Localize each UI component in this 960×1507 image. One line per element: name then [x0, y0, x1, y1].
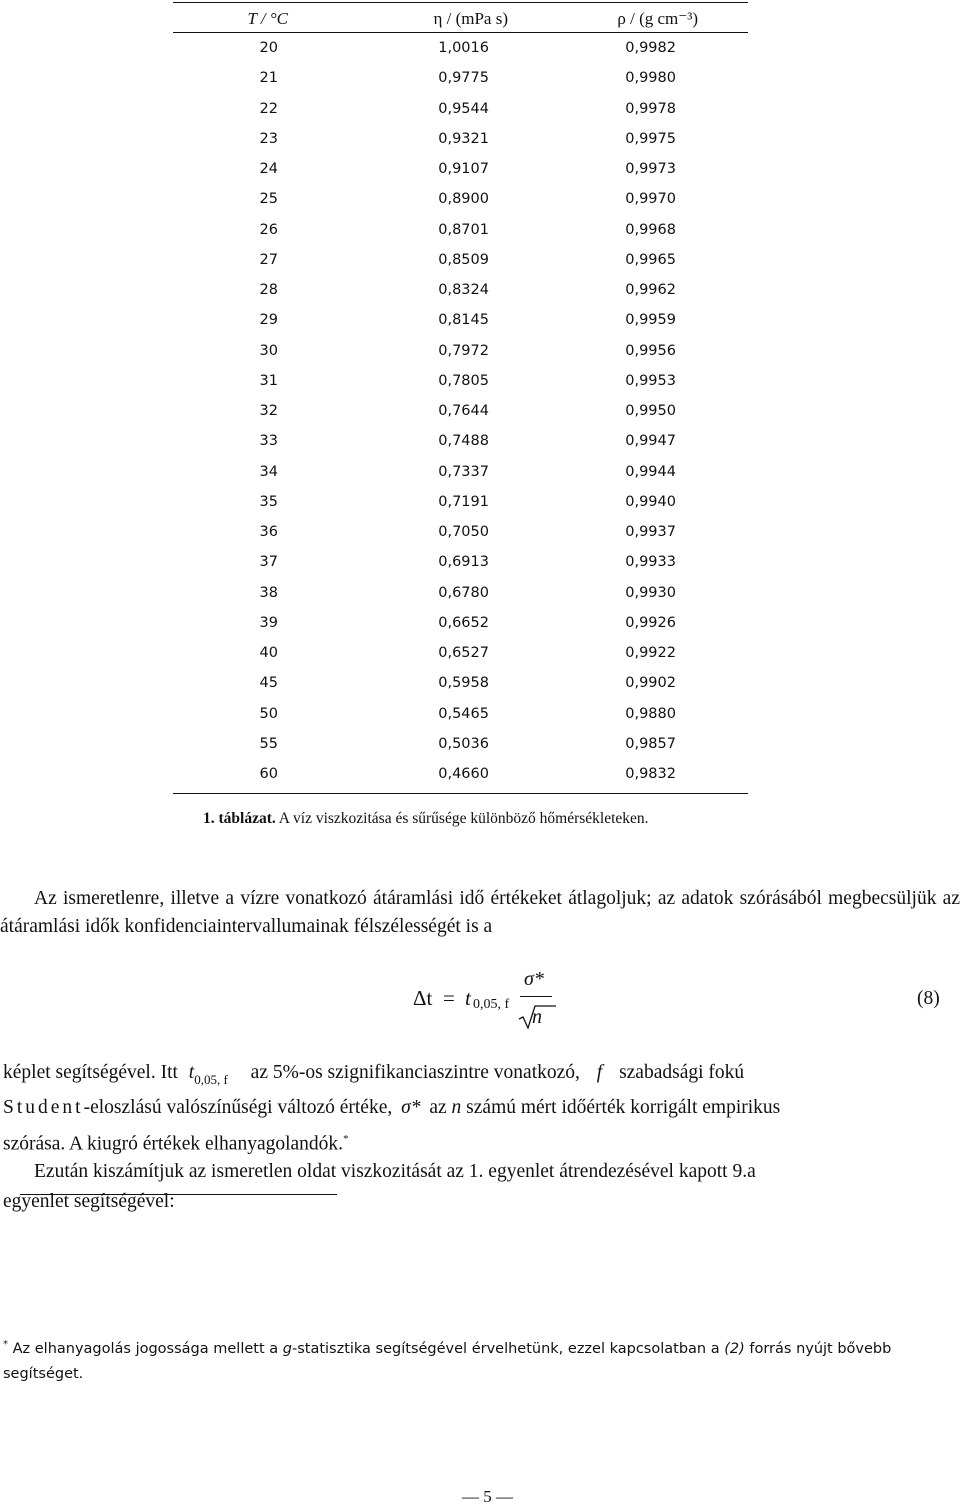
footnote — [3, 1332, 958, 1387]
cell-viscosity: 0,8701 — [438, 221, 489, 238]
footnote-rule — [20, 1194, 337, 1195]
table-bottom-rule — [173, 793, 748, 794]
cell-density: 0,9970 — [625, 191, 676, 208]
cell-density: 0,9880 — [625, 705, 676, 722]
paragraph-intro: Az ismeretlenre, illetve a vízre vonatkozó átáramlási idő értékeket átlagoljuk; az adatok szórásából megbecsüljük az átáramlási idők konfidenciaintervallumainak félszélességét is a — [0, 888, 960, 937]
cell-viscosity: 0,6652 — [438, 614, 489, 631]
paragraph3-line1: Ezután kiszámítjuk az ismeretlen oldat viszkozitását az 1. egyenlet átrendezésével kapott 9.a — [34, 1161, 756, 1182]
cell-density: 0,9930 — [625, 584, 676, 601]
cell-temperature: 28 — [259, 282, 278, 298]
cell-viscosity: 1,0016 — [438, 40, 489, 56]
cell-density: 0,9975 — [625, 130, 676, 147]
cell-viscosity: 0,4660 — [438, 766, 489, 782]
eq-lhs: Δt — [413, 986, 433, 1010]
cell-temperature: 37 — [259, 554, 278, 571]
cell-density: 0,9832 — [625, 766, 676, 782]
caption-text: A víz viszkozitása és sűrűsége különböző hőmérsékleteken. — [278, 810, 649, 827]
cell-temperature: 23 — [259, 130, 278, 147]
cell-viscosity: 0,6780 — [438, 584, 489, 601]
cell-temperature: 40 — [259, 645, 278, 661]
cell-viscosity: 0,7050 — [438, 524, 489, 540]
caption-label: 1. táblázat. — [203, 810, 276, 827]
footnote-part-b: -statisztika segítségével érvelhetünk, ezzel kapcsolatban a — [291, 1340, 720, 1357]
eq-denominator: n — [532, 1006, 542, 1028]
cell-density: 0,9937 — [625, 524, 676, 540]
footnote-part-a: Az elhanyagolás jogossága mellett a — [12, 1340, 279, 1357]
p2-l1-end: szabadsági fokú — [619, 1062, 745, 1083]
cell-density: 0,9902 — [625, 675, 676, 692]
eq-fraction-bar — [520, 996, 552, 997]
p2-l1-start: képlet segítségével. Itt — [3, 1062, 178, 1083]
paragraph2-line3 — [3, 1133, 349, 1156]
cell-density: 0,9978 — [625, 100, 676, 117]
page-number: — 5 — — [462, 1487, 513, 1506]
cell-viscosity: 0,9107 — [438, 161, 489, 177]
cell-density: 0,9973 — [625, 161, 676, 177]
cell-temperature: 24 — [259, 161, 278, 177]
cell-temperature: 25 — [259, 191, 278, 208]
cell-temperature: 36 — [259, 524, 278, 540]
p2-l2-n: n — [451, 1097, 462, 1118]
cell-viscosity: 0,5036 — [438, 735, 489, 752]
cell-density: 0,9982 — [625, 40, 676, 56]
cell-density: 0,9953 — [625, 372, 676, 389]
cell-temperature: 50 — [259, 705, 278, 722]
cell-density: 0,9947 — [625, 433, 676, 450]
footnote-reference: (2) — [724, 1340, 745, 1357]
paragraph2-line2 — [3, 1097, 780, 1119]
cell-density: 0,9922 — [625, 645, 676, 661]
cell-temperature: 26 — [259, 221, 278, 238]
cell-density: 0,9940 — [625, 493, 676, 510]
p2-l1-mid: az 5%-os szignifikanciaszintre vonatkozó, — [250, 1062, 580, 1083]
cell-density: 0,9962 — [625, 282, 676, 298]
cell-density: 0,9950 — [625, 403, 676, 419]
footnote-mark: * — [343, 1133, 349, 1145]
p2-l2-az: az — [429, 1097, 447, 1118]
cell-temperature: 38 — [259, 584, 278, 601]
cell-viscosity: 0,8509 — [438, 251, 489, 268]
cell-temperature: 33 — [259, 433, 278, 450]
cell-temperature: 29 — [259, 312, 278, 329]
cell-temperature: 21 — [259, 70, 278, 87]
cell-temperature: 20 — [259, 40, 278, 56]
eq-t-subscript: 0,05, f — [473, 997, 510, 1012]
cell-temperature: 60 — [259, 766, 278, 782]
p2-l1-sub: 0,05, f — [194, 1072, 228, 1087]
cell-viscosity: 0,9321 — [438, 130, 489, 147]
table-top-rule — [173, 2, 748, 3]
cell-temperature: 35 — [259, 493, 278, 510]
cell-viscosity: 0,8145 — [438, 312, 489, 329]
p2-l2-end: számú mért időérték korrigált empirikus — [466, 1097, 781, 1118]
cell-temperature: 45 — [259, 675, 278, 692]
cell-density: 0,9959 — [625, 312, 676, 329]
p2-l2-sigma: σ* — [401, 1097, 421, 1118]
cell-temperature: 55 — [259, 735, 278, 752]
cell-density: 0,9968 — [625, 221, 676, 238]
cell-viscosity: 0,8900 — [438, 191, 489, 208]
p2-l1-f: f — [596, 1062, 603, 1083]
cell-viscosity: 0,5465 — [438, 705, 489, 722]
page-number-value: 5 — [483, 1487, 492, 1506]
cell-temperature: 22 — [259, 100, 278, 117]
cell-viscosity: 0,7972 — [438, 342, 489, 359]
p2-l3-text: szórása. A kiugró értékek elhanyagolandók. — [3, 1133, 344, 1155]
footnote-line2: segítséget. — [3, 1365, 84, 1382]
cell-density: 0,9980 — [625, 70, 676, 87]
p2-l2-start: -eloszlású valószínűségi változó értéke, — [83, 1097, 393, 1118]
cell-density: 0,9965 — [625, 251, 676, 268]
p2-l1-t: t — [188, 1062, 195, 1083]
cell-temperature: 30 — [259, 342, 278, 359]
paragraph3-line2: egyenlet segítségével: — [3, 1191, 175, 1212]
cell-density: 0,9926 — [625, 614, 676, 631]
table-caption — [203, 810, 649, 828]
cell-viscosity: 0,7488 — [438, 433, 489, 450]
cell-viscosity: 0,6527 — [438, 645, 489, 661]
cell-viscosity: 0,7644 — [438, 403, 489, 419]
cell-viscosity: 0,6913 — [438, 554, 489, 571]
cell-viscosity: 0,9544 — [438, 100, 489, 117]
table-header-rule — [173, 32, 748, 33]
cell-temperature: 39 — [259, 614, 278, 631]
eq-equals: = — [443, 986, 455, 1010]
cell-density: 0,9933 — [625, 554, 676, 571]
cell-density: 0,9944 — [625, 463, 676, 480]
cell-temperature: 34 — [259, 463, 278, 480]
header-temperature: T / °C — [247, 9, 288, 28]
cell-viscosity: 0,7805 — [438, 372, 489, 389]
equation-number: (8) — [917, 988, 940, 1009]
cell-temperature: 27 — [259, 251, 278, 268]
footnote-part-c: forrás nyújt bővebb — [749, 1340, 892, 1357]
eq-t: t — [465, 986, 471, 1010]
footnote-marker: * — [3, 1339, 8, 1350]
header-density: ρ / (g cm⁻³) — [617, 9, 698, 28]
cell-viscosity: 0,8324 — [438, 282, 489, 298]
cell-viscosity: 0,5958 — [438, 675, 489, 692]
cell-viscosity: 0,9775 — [438, 70, 489, 87]
eq-numerator: σ* — [524, 968, 544, 990]
paragraph2-line1 — [3, 1062, 745, 1087]
cell-viscosity: 0,7337 — [438, 463, 489, 480]
cell-density: 0,9857 — [625, 735, 676, 752]
cell-temperature: 32 — [259, 403, 278, 419]
header-viscosity: η / (mPa s) — [433, 9, 508, 28]
cell-density: 0,9956 — [625, 342, 676, 359]
cell-temperature: 31 — [259, 372, 278, 389]
cell-viscosity: 0,7191 — [438, 493, 489, 510]
student-name: Student — [3, 1097, 84, 1118]
footnote-g: g — [282, 1340, 292, 1357]
